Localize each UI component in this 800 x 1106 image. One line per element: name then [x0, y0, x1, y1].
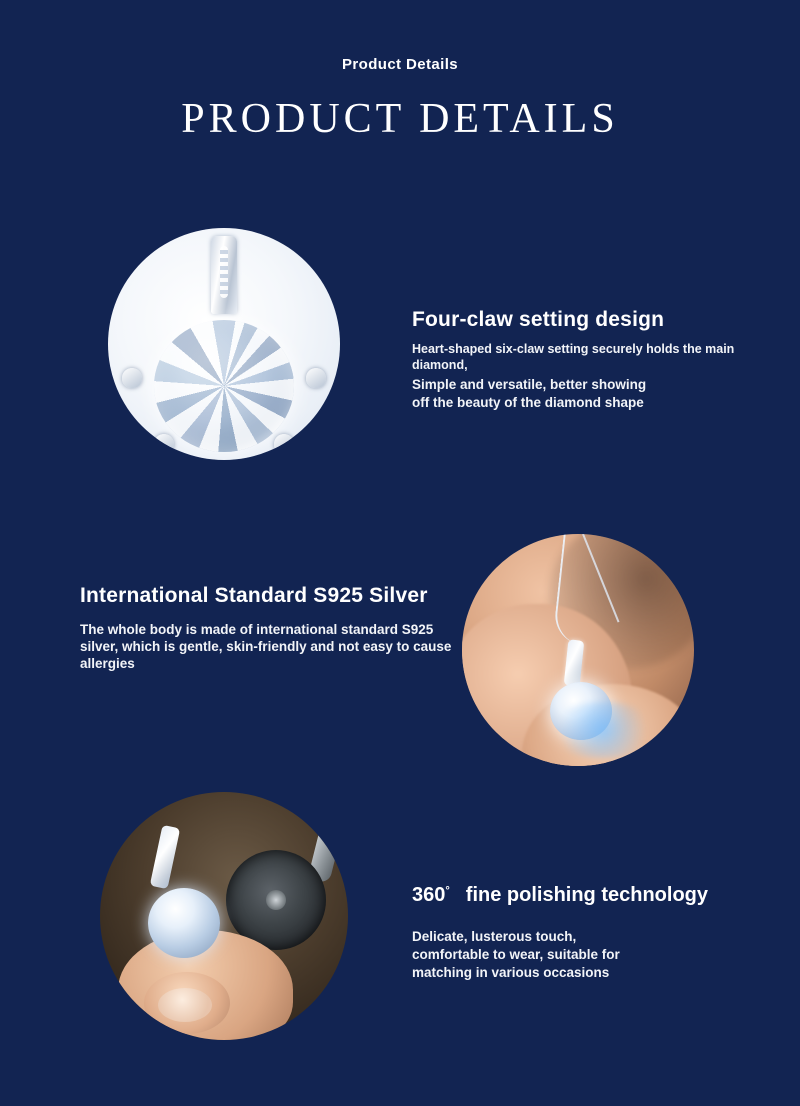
diamond-stone-shape [154, 320, 294, 452]
page-title: PRODUCT DETAILS [181, 96, 619, 142]
section-s925-body: The whole body is made of international standard S925 silver, which is gentle, skin-friendly and not easy to cause allergies [80, 622, 452, 671]
section-four-claw-body-line1: Simple and versatile, better showing [412, 377, 647, 393]
degree-symbol-icon: ° [445, 885, 450, 897]
section-s925-title: International Standard S925 Silver [80, 584, 428, 607]
polishing-title-rest: fine polishing technology [465, 884, 708, 906]
section-four-claw-body-small: Heart-shaped six-claw setting securely holds the main diamond, [412, 342, 735, 372]
polishing-degrees-number: 360 [412, 884, 446, 906]
pendant-in-hand-image [462, 534, 694, 766]
section-polishing-body-line2: comfortable to wear, suitable for [412, 946, 620, 962]
claw-bottom-right-shape [274, 434, 294, 454]
section-four-claw-body-line2: off the beauty of the diamond shape [412, 395, 644, 411]
section-four-claw-caption [412, 308, 752, 412]
section-four-claw-title: Four-claw setting design [412, 308, 665, 331]
claw-left-shape [122, 368, 142, 388]
section-polishing-body-line3: matching in various occasions [412, 964, 610, 980]
diamond-stone-shape [148, 888, 220, 958]
page-eyebrow: Product Details [341, 56, 459, 73]
section-polishing-title [412, 884, 752, 907]
thumbnail-shape [158, 988, 212, 1022]
section-polishing-body-line1: Delicate, lusterous touch, [412, 929, 577, 944]
blue-glow-shape [548, 702, 658, 758]
section-polishing-caption [412, 884, 752, 982]
diamond-facets-shape [154, 320, 294, 452]
pendant-bail-shape [150, 825, 180, 889]
polishing-image [100, 792, 348, 1040]
diamond-closeup-image [108, 228, 340, 460]
necklace-chain-shape [552, 534, 635, 649]
claw-right-shape [306, 368, 326, 388]
pendant-bail-shape [211, 236, 237, 314]
section-s925-caption [80, 584, 470, 673]
claw-bottom-left-shape [154, 434, 174, 454]
